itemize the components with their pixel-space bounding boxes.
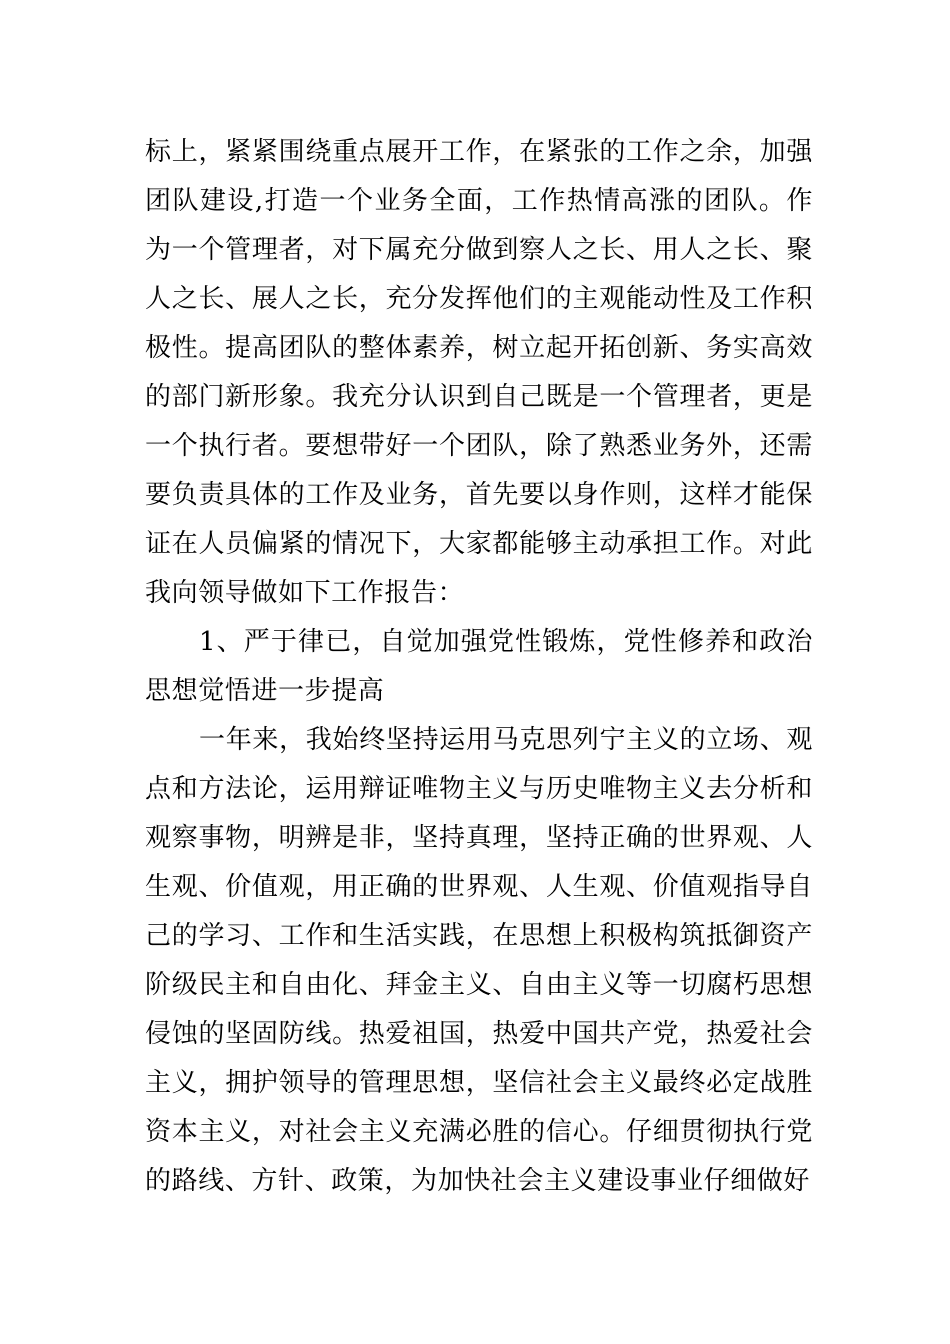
paragraph-continuation: 标上，紧紧围绕重点展开工作，在紧张的工作之余，加强团队建设,打造一个业务全面，工作热情高涨的团队。作为一个管理者，对下属充分做到察人之长、用人之长、聚人之长、展人之长，充分发挥他们的主观能动性及工作积极性。提高团队的整体素养，树立起开拓创新、务实高效的部门新形象。我充分认识到自己既是一个管理者，更是一个执行者。要想带好一个团队，除了熟悉业务外，还需要负责具体的工作及业务，首先要以身作则，这样才能保证在人员偏紧的情况下，大家都能够主动承担工作。对此我向领导做如下工作报告： — [145, 137, 813, 608]
section-heading-1: 1、严于律已，自觉加强党性锻炼，党性修养和政治思想觉悟进一步提高 — [145, 627, 813, 706]
document-body — [145, 128, 813, 1206]
paragraph-body: 一年来，我始终坚持运用马克思列宁主义的立场、观点和方法论，运用辩证唯物主义与历史唯物主义去分析和观察事物，明辨是非，坚持真理，坚持正确的世界观、人生观、价值观，用正确的世界观、人生观、价值观指导自己的学习、工作和生活实践，在思想上积极构筑抵御资产阶级民主和自由化、拜金主义、自由主义等一切腐朽思想侵蚀的坚固防线。热爱祖国，热爱中国共产党，热爱社会主义，拥护领导的管理思想，坚信社会主义最终必定战胜资本主义，对社会主义充满必胜的信心。仔细贯彻执行党的路线、方针、政策，为加快社会主义建设事业仔细做好 — [145, 725, 813, 1196]
